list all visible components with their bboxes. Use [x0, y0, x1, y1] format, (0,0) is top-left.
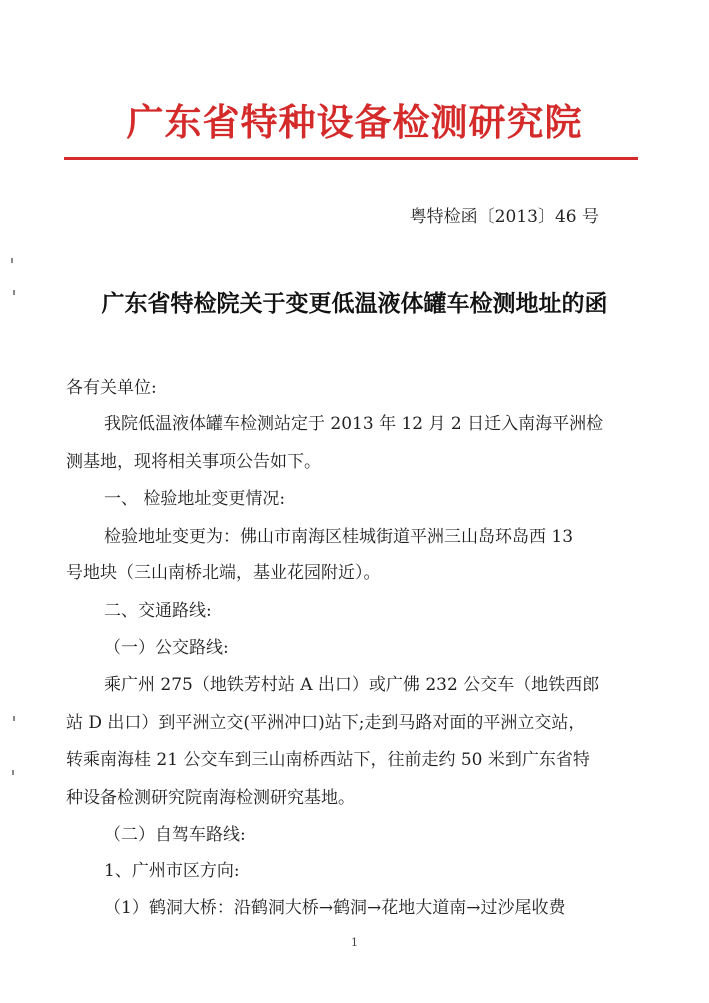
- document-number: 粤特检函〔2013〕46 号: [409, 207, 599, 227]
- body-line: （1）鹤洞大桥：沿鹤洞大桥→鹤洞→花地大道南→过沙尾收费: [104, 898, 566, 918]
- subsection-heading: （一）公交路线:: [104, 638, 229, 658]
- scan-mark: [12, 770, 14, 775]
- scan-mark: [13, 716, 15, 721]
- document-title: 广东省特检院关于变更低温液体罐车检测地址的函: [101, 290, 608, 317]
- body-line: 种设备检测研究院南海检测研究基地。: [66, 788, 355, 808]
- body-line: 号地块（三山南桥北端，基业花园附近）。: [66, 563, 381, 583]
- letterhead-divider: [64, 157, 638, 160]
- salutation: 各有关单位:: [66, 378, 157, 398]
- letterhead-org-name: 广东省特种设备检测研究院: [126, 100, 583, 144]
- subsection-heading: （二）自驾车路线:: [104, 825, 246, 845]
- section-heading: 一、 检验地址变更情况:: [104, 489, 286, 509]
- body-line: 我院低温液体罐车检测站定于 2013 年 12 月 2 日迁入南海平洲检: [104, 414, 604, 434]
- body-line: 站 D 出口）到平洲立交(平洲冲口)站下;走到马路对面的平洲立交站，: [66, 713, 586, 733]
- list-heading: 1、广州市区方向:: [104, 861, 240, 881]
- body-line: 测基地，现将相关事项公告如下。: [66, 452, 321, 472]
- body-line: 乘广州 275（地铁芳村站 A 出口）或广佛 232 公交车（地铁西郎: [104, 675, 600, 695]
- scan-mark: [11, 258, 13, 263]
- page-number: 1: [351, 936, 358, 949]
- section-heading: 二、交通路线:: [104, 601, 212, 621]
- body-line: 转乘南海桂 21 公交车到三山南桥西站下，往前走约 50 米到广东省特: [66, 750, 590, 770]
- body-line: 检验地址变更为：佛山市南海区桂城街道平洲三山岛环岛西 13: [104, 527, 574, 547]
